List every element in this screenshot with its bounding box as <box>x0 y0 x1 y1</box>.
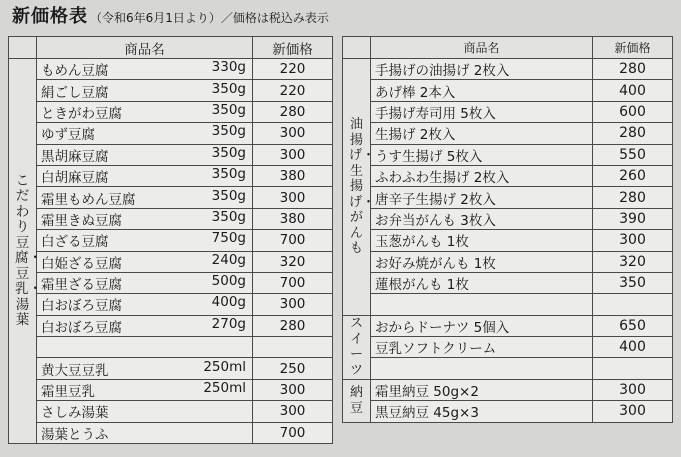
item-name: 霜里豆乳 <box>41 384 95 401</box>
item-name-cell <box>37 422 253 443</box>
item-weight: 350g <box>211 80 246 97</box>
item-weight: 350g <box>211 123 246 140</box>
spacer-price <box>593 358 673 379</box>
table-row <box>9 401 333 422</box>
left-header-product: 商品名 <box>37 37 253 59</box>
left-category <box>9 59 42 444</box>
item-name-cell <box>371 187 593 208</box>
table-row <box>343 144 673 165</box>
item-price: 380 <box>253 208 333 229</box>
item-price: 300 <box>253 187 333 208</box>
item-name-cell <box>371 272 593 293</box>
item-name-cell <box>371 144 593 165</box>
spacer-row <box>343 358 673 379</box>
item-weight: 350g <box>211 144 246 161</box>
table-row <box>9 208 333 229</box>
item-name: 手揚げの油揚げ 2枚入 <box>375 63 510 80</box>
table-row <box>343 379 673 400</box>
item-weight: 350g <box>211 101 246 118</box>
item-name: 唐辛子生揚げ 2枚入 <box>375 191 496 208</box>
table-row <box>343 165 673 186</box>
item-price: 280 <box>593 187 673 208</box>
item-name: ゆず豆腐 <box>41 127 95 144</box>
right-header-price: 新価格 <box>593 37 673 59</box>
item-price: 600 <box>593 101 673 122</box>
item-name: うす生揚げ 5枚入 <box>375 148 483 165</box>
item-name-cell <box>37 59 253 80</box>
item-name-cell <box>37 80 253 101</box>
table-row <box>343 80 673 101</box>
item-price: 650 <box>593 315 673 336</box>
item-price: 700 <box>253 422 333 443</box>
item-price: 260 <box>593 165 673 186</box>
table-row <box>9 165 333 186</box>
item-name: 白おぼろ豆腐 <box>41 319 122 336</box>
item-name-cell <box>371 315 593 336</box>
right-category-natto-label: 納豆 <box>349 385 363 416</box>
spacer-row <box>343 294 673 315</box>
table-row <box>343 315 673 336</box>
item-name: 湯葉とうふ <box>41 426 109 443</box>
item-weight: 500g <box>211 273 246 290</box>
table-row <box>9 272 333 293</box>
spacer-name <box>371 294 593 315</box>
right-header-row <box>343 37 673 59</box>
item-price: 390 <box>593 208 673 229</box>
item-price: 250 <box>253 358 333 379</box>
page-title <box>12 5 329 29</box>
table-row <box>9 251 333 272</box>
item-price: 300 <box>253 379 333 400</box>
item-name-cell <box>371 401 593 422</box>
item-price: 300 <box>593 230 673 251</box>
item-name-cell <box>37 208 253 229</box>
table-row <box>9 230 333 251</box>
item-weight: 330g <box>211 59 246 76</box>
item-price: 300 <box>253 123 333 144</box>
item-name: 玉葱がんも 1枚 <box>375 234 469 251</box>
table-row <box>343 208 673 229</box>
item-weight: 240g <box>211 251 246 268</box>
item-price: 300 <box>253 144 333 165</box>
table-row <box>343 251 673 272</box>
item-price: 300 <box>593 379 673 400</box>
item-name-cell <box>371 230 593 251</box>
item-price: 300 <box>253 294 333 315</box>
table-row <box>9 358 333 379</box>
item-name: ときがわ豆腐 <box>41 105 122 122</box>
table-row <box>9 80 333 101</box>
table-row <box>343 272 673 293</box>
item-price: 350 <box>593 272 673 293</box>
left-price-table <box>8 36 333 444</box>
item-name: 黒胡麻豆腐 <box>41 148 109 165</box>
left-header-row <box>9 37 333 59</box>
item-name-cell <box>37 123 253 144</box>
item-weight: 750g <box>211 230 246 247</box>
right-header-blank <box>343 37 371 59</box>
item-name: ふわふわ生揚げ 2枚入 <box>375 170 510 187</box>
left-header-price: 新価格 <box>253 37 333 59</box>
item-weight: 350g <box>211 166 246 183</box>
item-weight: 270g <box>211 315 246 332</box>
item-name: 白姫ざる豆腐 <box>41 255 122 272</box>
table-row <box>9 59 333 80</box>
spacer-name <box>371 358 593 379</box>
left-header-blank <box>9 37 37 59</box>
item-price: 280 <box>253 315 333 336</box>
table-row <box>343 59 673 80</box>
right-category-natto <box>343 379 371 422</box>
item-name: お弁当がんも 3枚入 <box>375 212 496 229</box>
item-name-cell <box>371 101 593 122</box>
item-price: 400 <box>593 80 673 101</box>
item-price: 220 <box>253 80 333 101</box>
item-name: 豆乳ソフトクリーム <box>375 341 497 358</box>
item-price: 220 <box>253 59 333 80</box>
item-price: 300 <box>593 401 673 422</box>
spacer-price <box>593 294 673 315</box>
item-name: 生揚げ 2枚入 <box>375 127 456 144</box>
item-name: 黒豆納豆 45g×3 <box>375 405 479 422</box>
table-row <box>343 187 673 208</box>
item-name: お好み焼がんも 1枚 <box>375 255 496 272</box>
right-category-sweets <box>343 315 371 379</box>
item-price: 280 <box>593 59 673 80</box>
item-weight: 350g <box>211 208 246 225</box>
table-row <box>9 187 333 208</box>
item-name-cell <box>37 379 253 400</box>
item-name: 霜里もめん豆腐 <box>41 191 136 208</box>
item-name-cell <box>371 59 593 80</box>
item-name: さしみ湯葉 <box>41 405 109 422</box>
item-weight: 350g <box>211 187 246 204</box>
table-row <box>9 294 333 315</box>
item-price: 550 <box>593 144 673 165</box>
item-name: 白おぼろ豆腐 <box>41 298 122 315</box>
table-row <box>9 422 333 443</box>
item-name-cell <box>37 401 253 422</box>
item-price: 280 <box>593 123 673 144</box>
item-name: おからドーナツ 5個入 <box>375 319 510 336</box>
table-row <box>9 101 333 122</box>
item-price: 700 <box>253 272 333 293</box>
item-name-cell <box>37 144 253 165</box>
table-row <box>343 401 673 422</box>
item-name-cell <box>371 251 593 272</box>
item-name-cell <box>371 165 593 186</box>
table-row <box>9 379 333 400</box>
spacer-price <box>253 337 333 358</box>
item-weight: 400g <box>211 294 246 311</box>
item-name-cell <box>371 80 593 101</box>
spacer-row <box>9 337 333 358</box>
item-name-cell <box>37 358 253 379</box>
item-weight: 250ml <box>203 358 246 375</box>
item-name-cell <box>37 272 253 293</box>
item-price: 700 <box>253 230 333 251</box>
item-name-cell <box>37 230 253 251</box>
item-price: 280 <box>253 101 333 122</box>
item-name-cell <box>37 251 253 272</box>
item-name-cell <box>37 187 253 208</box>
right-price-table <box>342 36 673 423</box>
spacer-name <box>37 337 253 358</box>
title-subtitle: （令和6年6月1日より）／価格は税込み表示 <box>90 11 329 25</box>
item-name-cell <box>37 315 253 336</box>
item-name-cell <box>37 294 253 315</box>
table-row <box>9 144 333 165</box>
item-name-cell <box>371 208 593 229</box>
left-category-label: こだわり豆腐・豆乳・湯葉 <box>15 172 42 329</box>
item-name: 白胡麻豆腐 <box>41 170 109 187</box>
item-name-cell <box>371 379 593 400</box>
right-category-sweets-label: スイーツ <box>349 316 363 378</box>
right-category-fried <box>343 59 376 316</box>
item-price: 400 <box>593 337 673 358</box>
item-name: 霜里ざる豆腐 <box>41 277 122 294</box>
item-name: 絹ごし豆腐 <box>41 84 109 101</box>
item-weight: 250ml <box>203 380 246 397</box>
item-name: 黄大豆豆乳 <box>41 362 109 379</box>
right-category-fried-label: 油揚げ・生揚げ・がんも <box>349 117 376 257</box>
item-price: 320 <box>253 251 333 272</box>
item-name-cell <box>371 123 593 144</box>
item-name: 白ざる豆腐 <box>41 234 109 251</box>
item-name: もめん豆腐 <box>41 63 109 80</box>
item-price: 380 <box>253 165 333 186</box>
item-price: 300 <box>253 401 333 422</box>
table-row <box>9 315 333 336</box>
item-name-cell <box>37 165 253 186</box>
item-name: 霜里きぬ豆腐 <box>41 212 122 229</box>
table-row <box>9 123 333 144</box>
title-main: 新価格表 <box>12 6 88 27</box>
table-row <box>343 337 673 358</box>
item-price: 320 <box>593 251 673 272</box>
right-header-product: 商品名 <box>371 37 593 59</box>
item-name-cell <box>37 101 253 122</box>
table-row <box>343 123 673 144</box>
item-name: あげ棒 2本入 <box>375 84 456 101</box>
item-name: 霜里納豆 50g×2 <box>375 384 479 401</box>
table-row <box>343 101 673 122</box>
item-name-cell <box>371 337 593 358</box>
item-name: 蓮根がんも 1枚 <box>375 277 469 294</box>
item-name: 手揚げ寿司用 5枚入 <box>375 105 496 122</box>
table-row <box>343 230 673 251</box>
